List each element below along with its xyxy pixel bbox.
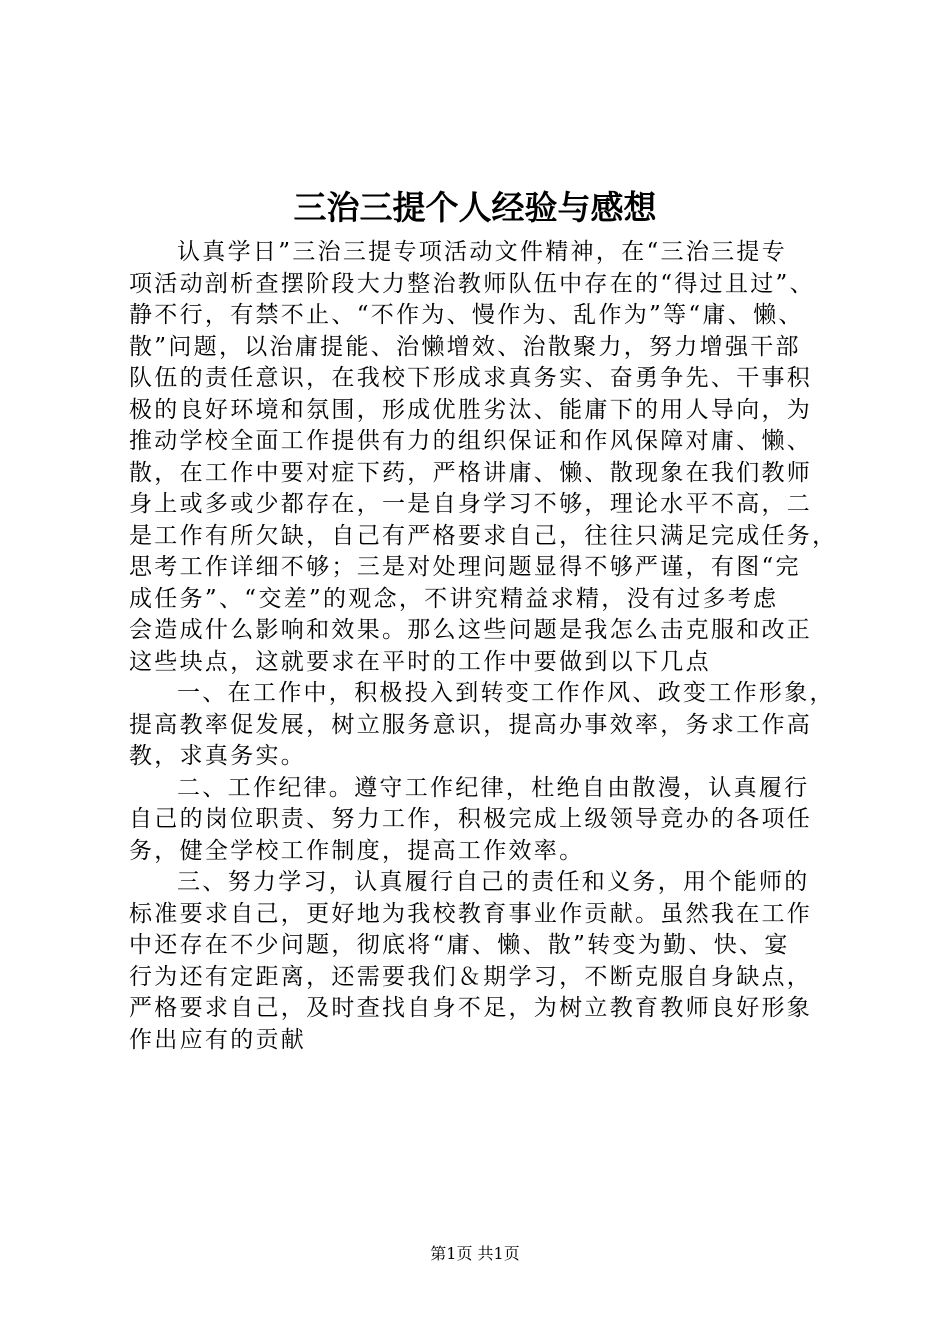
document-body (129, 237, 838, 1056)
text-line: 思考工作详细不够；三是对处理问题显得不够严谨，有图“完 (129, 554, 801, 580)
text-line: 务，健全学校工作制度，提高工作效率。 (129, 837, 585, 864)
text-line: 自己的岗位职责、努力工作，积极完成上级领导竞办的各项任 (129, 806, 813, 832)
text-line: 静不行，有禁不止、“不作为、慢作为、乱作为”等“庸、懒、 (129, 302, 804, 328)
text-line: 极的良好环境和氛围，形成优胜劣汰、能庸下的用人导向，为 (129, 396, 813, 423)
text-line: 中还存在不少问题，彻底将“庸、懒、散”转变为勤、快、宴 (129, 932, 790, 958)
text-line: 教，求真务实。 (129, 743, 307, 769)
text-line: 标准要求自己，更好地为我校教育事业作贡献。虽然我在工作 (129, 900, 813, 927)
text-line: 严格要求自己，及时查找自身不足，为树立教育教师良好形象 (129, 995, 813, 1021)
text-line: 三、努力学习，认真履行自己的责任和义务，用个能师的 (177, 869, 810, 895)
text-line: 队伍的责任意识，在我校下形成求真务实、奋勇争先、干事积 (129, 365, 813, 391)
text-line: 推动学校全面工作提供有力的组织保证和作风保障对庸、懒、 (129, 428, 813, 454)
text-line: 散，在工作中要对症下药，严格讲庸、懒、散现象在我们教师 (129, 459, 813, 486)
text-line: 项活动剖析查摆阶段大力整治教师队伍中存在的“得过且过”、 (129, 270, 815, 297)
text-line: 散”问题，以治庸提能、治懒增效、治散聚力，努力增强干部 (129, 333, 801, 360)
text-line: 提高教率促发展，树立服务意识，提高办事效率，务求工作高 (129, 711, 813, 738)
text-line: 认真学日”三治三提专项活动文件精神，在“三治三提专 (177, 239, 788, 265)
text-line: 身上或多或少都存在，一是自身学习不够，理论水平不高，二 (129, 491, 813, 517)
text-line: 行为还有定距离，还需要我们＆期学习，不断克服自身缺点， (129, 963, 813, 990)
text-line: 这些块点，这就要求在平时的工作中要做到以下几点 (129, 648, 711, 675)
text-line: 是工作有所欠缺，自己有严格要求自己，往往只满足完成任务， (129, 522, 838, 549)
page-footer: 第1页 共1页 (430, 1244, 520, 1263)
text-line: 二、工作纪律。遵守工作纪律，杜绝自由散漫，认真履行 (177, 774, 810, 801)
text-line: 成任务”、“交差”的观念，不讲究精益求精，没有过多考虑 (129, 585, 779, 612)
text-line: 一、在工作中，积极投入到转变工作作风、政变工作形象， (177, 680, 835, 706)
text-line: 会造成什么影响和效果。那么这些问题是我怎么击克服和改正 (129, 617, 813, 643)
text-line: 作出应有的贡献 (129, 1026, 307, 1053)
page-title: 三治三提个人经验与感想 (293, 188, 657, 227)
